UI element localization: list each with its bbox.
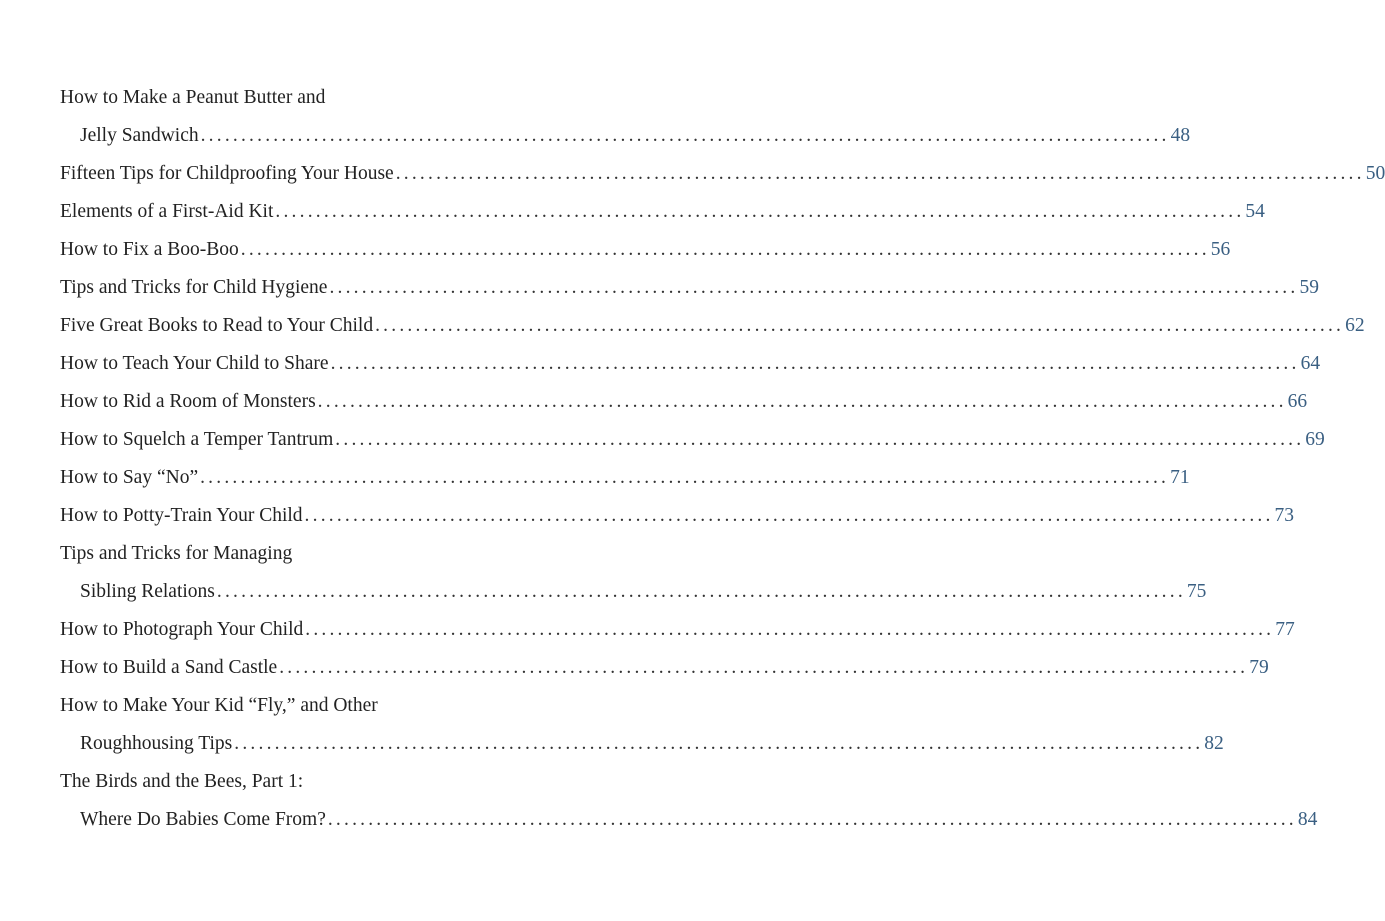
toc-entry-title: How to Say “No” <box>60 467 199 488</box>
toc-entry-line <box>60 725 1224 763</box>
toc-page-number: 54 <box>1245 201 1265 222</box>
toc-page-number: 59 <box>1299 277 1319 298</box>
dot-leader: ........................................................................................................................ <box>304 505 1274 526</box>
toc-entry-title: How to Fix a Boo-Boo <box>60 239 239 260</box>
toc-entry <box>60 459 1190 497</box>
dot-leader: ........................................................................................................................ <box>200 125 1170 146</box>
toc-entry <box>60 269 1319 307</box>
toc-entry <box>60 649 1269 687</box>
toc-page-number: 48 <box>1170 125 1191 146</box>
toc-entry-title: Roughhousing Tips <box>80 733 233 754</box>
toc-entry-line <box>60 421 1325 459</box>
toc-entry <box>60 421 1325 459</box>
toc-page-number: 79 <box>1249 657 1269 678</box>
toc-entry-title: How to Make Your Kid “Fly,” and Other <box>60 695 378 716</box>
table-of-contents <box>60 79 1385 839</box>
toc-entry-line <box>60 497 1295 535</box>
toc-entry-title: Sibling Relations <box>80 581 215 602</box>
dot-leader: ........................................................................................................................ <box>216 581 1186 602</box>
toc-entry-title: Elements of a First-Aid Kit <box>60 201 274 222</box>
toc-page-number: 71 <box>1170 467 1190 488</box>
toc-entry <box>60 535 1207 611</box>
toc-entry-title-line <box>60 79 500 117</box>
dot-leader: ........................................................................................................................ <box>329 277 1299 298</box>
toc-entry-title: Jelly Sandwich <box>80 125 199 146</box>
toc-page-number: 73 <box>1274 505 1295 526</box>
toc-entry-title: How to Rid a Room of Monsters <box>60 391 316 412</box>
dot-leader: ........................................................................................................................ <box>335 429 1305 450</box>
toc-entry-title: Tips and Tricks for Child Hygiene <box>60 277 328 298</box>
toc-entry-line <box>60 459 1190 497</box>
dot-leader: ........................................................................................................................ <box>279 657 1249 678</box>
toc-page-number: 64 <box>1300 353 1321 374</box>
dot-leader: ........................................................................................................................ <box>395 163 1365 184</box>
toc-entry-title-line <box>60 535 500 573</box>
toc-entry <box>60 687 1224 763</box>
toc-entry-title: How to Squelch a Temper Tantrum <box>60 429 334 450</box>
dot-leader: ........................................................................................................................ <box>240 239 1210 260</box>
toc-entry-title-line <box>60 763 500 801</box>
dot-leader: ........................................................................................................................ <box>327 809 1297 830</box>
toc-entry-title-line <box>60 687 500 725</box>
toc-entry-title: How to Build a Sand Castle <box>60 657 278 678</box>
toc-entry-line <box>60 801 1318 839</box>
toc-entry <box>60 307 1365 345</box>
toc-entry-line <box>60 231 1231 269</box>
toc-page-number: 77 <box>1275 619 1295 640</box>
dot-leader: ........................................................................................................................ <box>317 391 1287 412</box>
toc-entry <box>60 345 1321 383</box>
toc-page-number: 69 <box>1305 429 1325 450</box>
toc-entry <box>60 231 1231 269</box>
toc-entry-title: How to Teach Your Child to Share <box>60 353 329 374</box>
toc-entry <box>60 763 1318 839</box>
dot-leader: ........................................................................................................................ <box>275 201 1245 222</box>
toc-page-number: 82 <box>1204 733 1224 754</box>
toc-page-number: 50 <box>1365 163 1385 184</box>
toc-entry-line <box>60 611 1295 649</box>
dot-leader: ........................................................................................................................ <box>234 733 1204 754</box>
toc-page-number: 56 <box>1210 239 1231 260</box>
toc-entry-line <box>60 117 1191 155</box>
toc-entry-title: Tips and Tricks for Managing <box>60 543 293 564</box>
dot-leader: ........................................................................................................................ <box>305 619 1275 640</box>
dot-leader: ........................................................................................................................ <box>375 315 1345 336</box>
toc-entry <box>60 155 1385 193</box>
toc-entry-title: How to Photograph Your Child <box>60 619 304 640</box>
toc-entry-line <box>60 345 1321 383</box>
toc-entry-line <box>60 307 1365 345</box>
toc-entry-line <box>60 383 1308 421</box>
toc-entry-line <box>60 269 1319 307</box>
toc-entry <box>60 497 1295 535</box>
toc-entry <box>60 611 1295 649</box>
toc-entry-title: Five Great Books to Read to Your Child <box>60 315 374 336</box>
toc-page-number: 62 <box>1345 315 1365 336</box>
toc-entry-title: The Birds and the Bees, Part 1: <box>60 771 304 792</box>
toc-entry <box>60 79 1191 155</box>
toc-entry-line <box>60 649 1269 687</box>
toc-entry-title: Fifteen Tips for Childproofing Your House <box>60 163 394 184</box>
toc-entry-title: How to Make a Peanut Butter and <box>60 87 326 108</box>
toc-entry-title: Where Do Babies Come From? <box>80 809 326 830</box>
toc-entry-line <box>60 155 1385 193</box>
toc-entry-line <box>60 193 1265 231</box>
toc-page-number: 84 <box>1297 809 1318 830</box>
toc-entry-title: How to Potty-Train Your Child <box>60 505 303 526</box>
toc-page-number: 75 <box>1186 581 1207 602</box>
toc-page-number: 66 <box>1287 391 1308 412</box>
toc-entry <box>60 193 1265 231</box>
dot-leader: ........................................................................................................................ <box>330 353 1300 374</box>
dot-leader: ........................................................................................................................ <box>200 467 1170 488</box>
toc-entry-line <box>60 573 1207 611</box>
toc-entry <box>60 383 1308 421</box>
